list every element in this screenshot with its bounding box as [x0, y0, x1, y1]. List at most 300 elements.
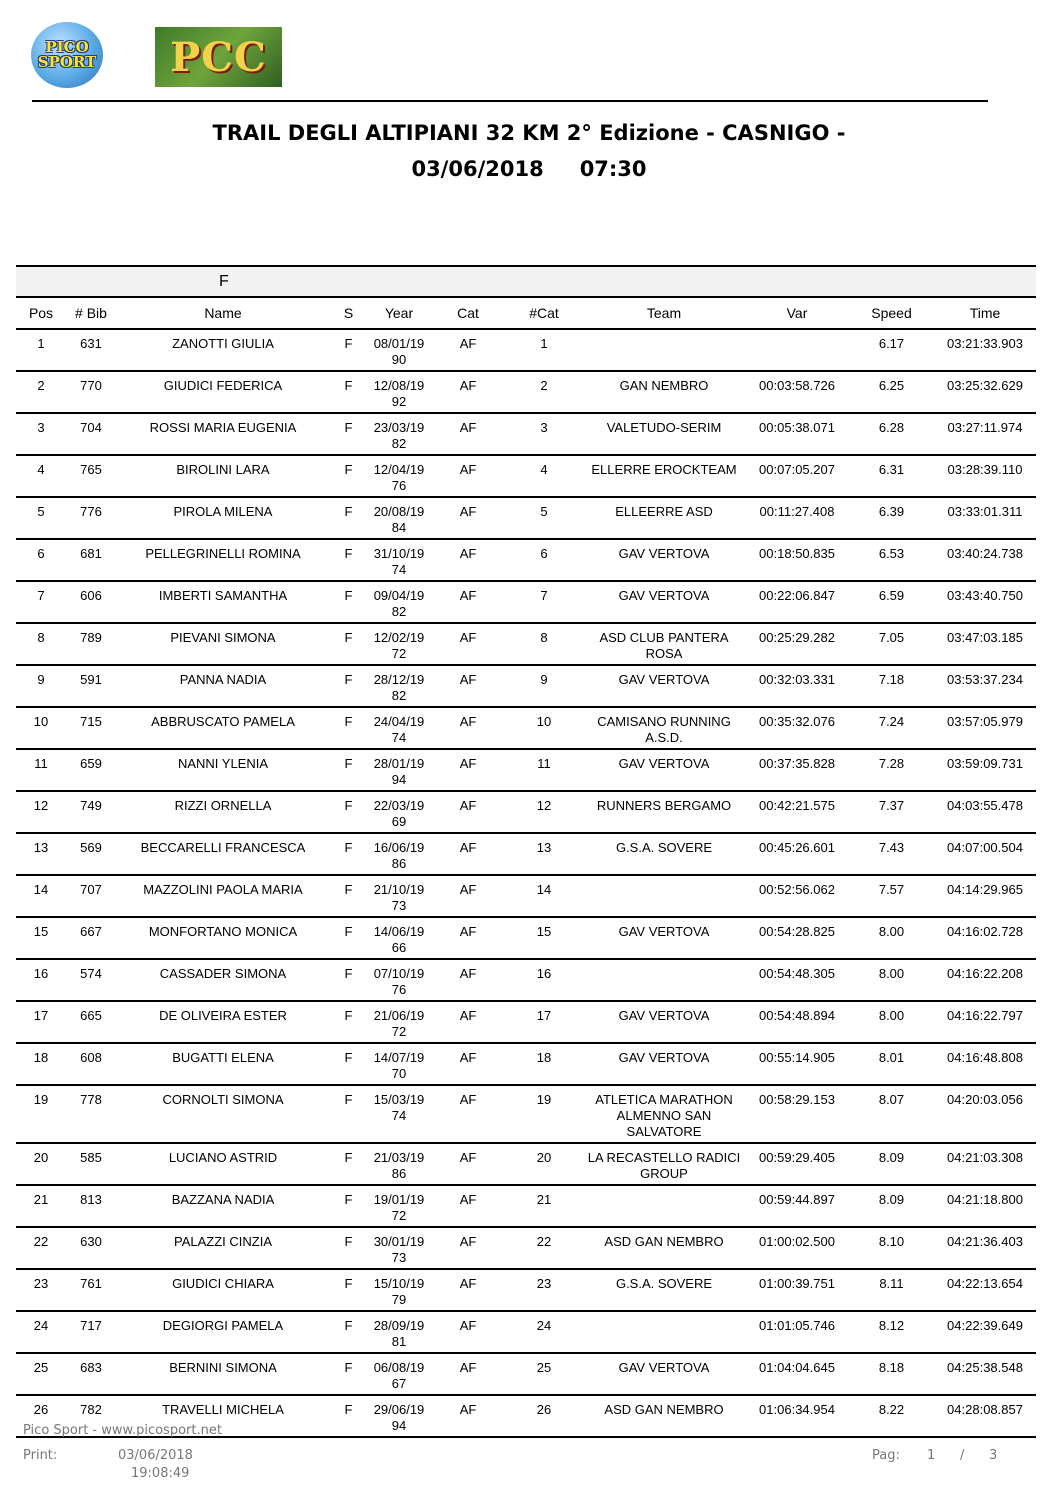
column-header-pos: Pos: [16, 297, 66, 329]
cell-year-suffix: 92: [391, 394, 407, 409]
cell-time: 04:21:03.308: [934, 1143, 1036, 1185]
column-header-year: Year: [367, 297, 431, 329]
cell-team: GAV VERTOVA: [583, 749, 745, 791]
cell-pos: 15: [16, 917, 66, 959]
cell-year: [367, 1043, 431, 1085]
cell-pos: 10: [16, 707, 66, 749]
cell-ncat: 7: [505, 581, 583, 623]
cell-cat: AF: [431, 1143, 505, 1185]
cell-year: [367, 1269, 431, 1311]
cell-time: 03:21:33.903: [934, 329, 1036, 371]
cell-cat: AF: [431, 1085, 505, 1143]
column-header-time: Time: [934, 297, 1036, 329]
column-header-team: Team: [583, 297, 745, 329]
cell-bib: 789: [66, 623, 116, 665]
cell-pos: 3: [16, 413, 66, 455]
cell-team: ELLERRE EROCKTEAM: [583, 455, 745, 497]
cell-year-suffix: 86: [391, 1166, 407, 1181]
cell-s: F: [330, 1185, 367, 1227]
cell-ncat: 24: [505, 1311, 583, 1353]
cell-cat: AF: [431, 959, 505, 1001]
table-row: [16, 791, 1036, 833]
cell-var: 00:07:05.207: [745, 455, 849, 497]
results-table: [16, 265, 1036, 1438]
cell-pos: 25: [16, 1353, 66, 1395]
cell-pos: 12: [16, 791, 66, 833]
cell-s: F: [330, 1143, 367, 1185]
cell-name: PELLEGRINELLI ROMINA: [116, 539, 330, 581]
cell-s: F: [330, 581, 367, 623]
cell-time: 04:28:08.857: [934, 1395, 1036, 1437]
cell-speed: 8.22: [849, 1395, 934, 1437]
cell-bib: 707: [66, 875, 116, 917]
cell-speed: 7.43: [849, 833, 934, 875]
cell-year-date: 24/04/19: [373, 714, 425, 729]
cell-ncat: 21: [505, 1185, 583, 1227]
cell-s: F: [330, 1085, 367, 1143]
cell-pos: 20: [16, 1143, 66, 1185]
cell-team: [583, 875, 745, 917]
cell-time: 04:07:00.504: [934, 833, 1036, 875]
cell-bib: 591: [66, 665, 116, 707]
cell-speed: 8.09: [849, 1185, 934, 1227]
table-row: [16, 455, 1036, 497]
cell-var: 01:00:02.500: [745, 1227, 849, 1269]
column-header-bib: # Bib: [66, 297, 116, 329]
cell-var: 00:54:48.305: [745, 959, 849, 1001]
cell-team: ELLEERRE ASD: [583, 497, 745, 539]
cell-name: RIZZI ORNELLA: [116, 791, 330, 833]
cell-name: PANNA NADIA: [116, 665, 330, 707]
cell-time: 03:53:37.234: [934, 665, 1036, 707]
footer-page-label: Pag:: [872, 1448, 900, 1463]
cell-name: NANNI YLENIA: [116, 749, 330, 791]
cell-bib: 630: [66, 1227, 116, 1269]
cell-year-date: 12/04/19: [373, 462, 425, 477]
table-row: [16, 1269, 1036, 1311]
cell-year: [367, 749, 431, 791]
cell-year-suffix: 94: [391, 1418, 407, 1433]
cell-name: IMBERTI SAMANTHA: [116, 581, 330, 623]
cell-year-date: 12/08/19: [373, 378, 425, 393]
table-row: [16, 1001, 1036, 1043]
cell-pos: 23: [16, 1269, 66, 1311]
logo-text-line1: PICO: [45, 38, 89, 56]
table-row: [16, 707, 1036, 749]
cell-time: 04:16:22.208: [934, 959, 1036, 1001]
table-row: [16, 413, 1036, 455]
cell-time: 03:28:39.110: [934, 455, 1036, 497]
cell-pos: 24: [16, 1311, 66, 1353]
cell-s: F: [330, 1043, 367, 1085]
cell-s: F: [330, 833, 367, 875]
cell-year-date: 15/03/19: [373, 1092, 425, 1107]
cell-var: 00:11:27.408: [745, 497, 849, 539]
cell-cat: AF: [431, 371, 505, 413]
cell-ncat: 5: [505, 497, 583, 539]
cell-name: TRAVELLI MICHELA: [116, 1395, 330, 1437]
cell-year-suffix: 72: [391, 646, 407, 661]
cell-year: [367, 707, 431, 749]
cell-team: GAV VERTOVA: [583, 539, 745, 581]
header-divider: [32, 100, 988, 102]
cell-ncat: 26: [505, 1395, 583, 1437]
cell-ncat: 10: [505, 707, 583, 749]
cell-ncat: 4: [505, 455, 583, 497]
cell-cat: AF: [431, 581, 505, 623]
cell-cat: AF: [431, 665, 505, 707]
pico-sport-logo: [31, 22, 103, 88]
cell-team: GAV VERTOVA: [583, 917, 745, 959]
cell-cat: AF: [431, 1311, 505, 1353]
cell-time: 04:22:13.654: [934, 1269, 1036, 1311]
cell-bib: 761: [66, 1269, 116, 1311]
cell-year-suffix: 84: [391, 520, 407, 535]
cell-year: [367, 1143, 431, 1185]
cell-s: F: [330, 539, 367, 581]
cell-year: [367, 623, 431, 665]
cell-team: GAV VERTOVA: [583, 1043, 745, 1085]
cell-team: GAV VERTOVA: [583, 1001, 745, 1043]
cell-year-date: 14/06/19: [373, 924, 425, 939]
cell-year-suffix: 81: [391, 1334, 407, 1349]
cell-var: 00:05:38.071: [745, 413, 849, 455]
table-row: [16, 1311, 1036, 1353]
cell-pos: 7: [16, 581, 66, 623]
gender-group-row: [16, 266, 1036, 297]
cell-s: F: [330, 1395, 367, 1437]
cell-ncat: 22: [505, 1227, 583, 1269]
cell-s: F: [330, 791, 367, 833]
cell-speed: 8.11: [849, 1269, 934, 1311]
cell-year-date: 28/09/19: [373, 1318, 425, 1333]
table-row: [16, 1043, 1036, 1085]
cell-year-date: 22/03/19: [373, 798, 425, 813]
cell-name: MONFORTANO MONICA: [116, 917, 330, 959]
cell-name: PIEVANI SIMONA: [116, 623, 330, 665]
cell-team: ATLETICA MARATHON ALMENNO SAN SALVATORE: [583, 1085, 745, 1143]
table-row: [16, 665, 1036, 707]
cell-name: GIUDICI FEDERICA: [116, 371, 330, 413]
cell-pos: 13: [16, 833, 66, 875]
footer-page-sep: /: [960, 1448, 965, 1463]
cell-team: ASD GAN NEMBRO: [583, 1227, 745, 1269]
cell-name: MAZZOLINI PAOLA MARIA: [116, 875, 330, 917]
cell-name: BIROLINI LARA: [116, 455, 330, 497]
column-header-speed: Speed: [849, 297, 934, 329]
cell-var: 00:52:56.062: [745, 875, 849, 917]
cell-year: [367, 1185, 431, 1227]
cell-time: 04:16:22.797: [934, 1001, 1036, 1043]
cell-s: F: [330, 707, 367, 749]
cell-ncat: 19: [505, 1085, 583, 1143]
cell-pos: 16: [16, 959, 66, 1001]
cell-year-date: 30/01/19: [373, 1234, 425, 1249]
cell-pos: 2: [16, 371, 66, 413]
cell-name: BUGATTI ELENA: [116, 1043, 330, 1085]
cell-var: 01:00:39.751: [745, 1269, 849, 1311]
cell-pos: 21: [16, 1185, 66, 1227]
cell-speed: 6.53: [849, 539, 934, 581]
cell-var: 00:54:48.894: [745, 1001, 849, 1043]
cell-s: F: [330, 413, 367, 455]
cell-bib: 585: [66, 1143, 116, 1185]
cell-time: 03:25:32.629: [934, 371, 1036, 413]
event-date: 03/06/2018: [411, 157, 544, 181]
cell-year: [367, 791, 431, 833]
table-row: [16, 581, 1036, 623]
footer-site: Pico Sport - www.picosport.net: [23, 1423, 222, 1438]
cell-team: GAN NEMBRO: [583, 371, 745, 413]
cell-name: GIUDICI CHIARA: [116, 1269, 330, 1311]
cell-var: 00:35:32.076: [745, 707, 849, 749]
cell-year: [367, 1085, 431, 1143]
cell-year: [367, 959, 431, 1001]
table-row: [16, 1227, 1036, 1269]
cell-bib: 704: [66, 413, 116, 455]
cell-name: ABBRUSCATO PAMELA: [116, 707, 330, 749]
footer-page-total: 3: [989, 1448, 998, 1463]
cell-speed: 6.39: [849, 497, 934, 539]
cell-s: F: [330, 959, 367, 1001]
pcc-logo-text: PCC: [170, 33, 267, 81]
table-row: [16, 959, 1036, 1001]
cell-bib: 665: [66, 1001, 116, 1043]
cell-s: F: [330, 1227, 367, 1269]
cell-cat: AF: [431, 1185, 505, 1227]
cell-cat: AF: [431, 1269, 505, 1311]
cell-year-suffix: 94: [391, 772, 407, 787]
cell-time: 04:16:48.808: [934, 1043, 1036, 1085]
cell-year: [367, 413, 431, 455]
cell-year-suffix: 70: [391, 1066, 407, 1081]
cell-s: F: [330, 1001, 367, 1043]
cell-cat: AF: [431, 455, 505, 497]
cell-speed: 6.17: [849, 329, 934, 371]
cell-ncat: 13: [505, 833, 583, 875]
cell-year-suffix: 74: [391, 730, 407, 745]
cell-bib: 569: [66, 833, 116, 875]
cell-time: 03:43:40.750: [934, 581, 1036, 623]
cell-year-suffix: 73: [391, 898, 407, 913]
footer-print-time: 19:08:49: [131, 1466, 190, 1481]
cell-year-suffix: 72: [391, 1208, 407, 1223]
cell-ncat: 11: [505, 749, 583, 791]
cell-year-date: 21/03/19: [373, 1150, 425, 1165]
cell-s: F: [330, 329, 367, 371]
column-header-row: [16, 297, 1036, 329]
cell-cat: AF: [431, 749, 505, 791]
cell-s: F: [330, 455, 367, 497]
cell-year-suffix: 82: [391, 436, 407, 451]
cell-speed: 6.31: [849, 455, 934, 497]
cell-year-suffix: 74: [391, 1108, 407, 1123]
cell-name: DEGIORGI PAMELA: [116, 1311, 330, 1353]
cell-team: RUNNERS BERGAMO: [583, 791, 745, 833]
cell-cat: AF: [431, 1227, 505, 1269]
table-row: [16, 749, 1036, 791]
cell-bib: 715: [66, 707, 116, 749]
cell-bib: 782: [66, 1395, 116, 1437]
cell-time: 04:22:39.649: [934, 1311, 1036, 1353]
cell-time: 04:14:29.965: [934, 875, 1036, 917]
cell-s: F: [330, 623, 367, 665]
cell-ncat: 2: [505, 371, 583, 413]
cell-team: G.S.A. SOVERE: [583, 833, 745, 875]
cell-ncat: 3: [505, 413, 583, 455]
cell-cat: AF: [431, 413, 505, 455]
cell-s: F: [330, 1311, 367, 1353]
logo-text-line2: SPORT: [37, 53, 97, 71]
cell-team: [583, 1311, 745, 1353]
column-header-name: Name: [116, 297, 330, 329]
cell-year-date: 08/01/19: [373, 336, 425, 351]
cell-bib: 667: [66, 917, 116, 959]
cell-bib: 765: [66, 455, 116, 497]
cell-year-date: 15/10/19: [373, 1276, 425, 1291]
table-row: [16, 623, 1036, 665]
cell-year-date: 21/06/19: [373, 1008, 425, 1023]
cell-speed: 6.25: [849, 371, 934, 413]
event-title: TRAIL DEGLI ALTIPIANI 32 KM 2° Edizione - CASNIGO -: [212, 121, 846, 145]
cell-bib: 574: [66, 959, 116, 1001]
cell-var: 00:22:06.847: [745, 581, 849, 623]
cell-ncat: 16: [505, 959, 583, 1001]
column-header-cat: Cat: [431, 297, 505, 329]
cell-var: 00:59:29.405: [745, 1143, 849, 1185]
cell-var: 00:25:29.282: [745, 623, 849, 665]
cell-year-date: 16/06/19: [373, 840, 425, 855]
cell-pos: 6: [16, 539, 66, 581]
cell-year: [367, 371, 431, 413]
cell-year-date: 28/12/19: [373, 672, 425, 687]
cell-year-suffix: 90: [391, 352, 407, 367]
cell-var: 00:59:44.897: [745, 1185, 849, 1227]
cell-year: [367, 455, 431, 497]
cell-pos: 8: [16, 623, 66, 665]
cell-team: GAV VERTOVA: [583, 1353, 745, 1395]
cell-pos: 18: [16, 1043, 66, 1085]
cell-team: LA RECASTELLO RADICI GROUP: [583, 1143, 745, 1185]
cell-year-suffix: 82: [391, 604, 407, 619]
cell-speed: 8.00: [849, 917, 934, 959]
cell-ncat: 23: [505, 1269, 583, 1311]
cell-time: 03:47:03.185: [934, 623, 1036, 665]
cell-speed: 8.12: [849, 1311, 934, 1353]
table-row: [16, 917, 1036, 959]
cell-team: G.S.A. SOVERE: [583, 1269, 745, 1311]
column-header-s: S: [330, 297, 367, 329]
cell-pos: 19: [16, 1085, 66, 1143]
cell-cat: AF: [431, 623, 505, 665]
cell-var: 01:06:34.954: [745, 1395, 849, 1437]
table-row: [16, 1085, 1036, 1143]
table-row: [16, 497, 1036, 539]
cell-speed: 6.59: [849, 581, 934, 623]
cell-year: [367, 329, 431, 371]
cell-bib: 681: [66, 539, 116, 581]
cell-ncat: 8: [505, 623, 583, 665]
cell-cat: AF: [431, 1001, 505, 1043]
cell-var: 00:42:21.575: [745, 791, 849, 833]
cell-name: BECCARELLI FRANCESCA: [116, 833, 330, 875]
cell-year-date: 12/02/19: [373, 630, 425, 645]
cell-pos: 9: [16, 665, 66, 707]
cell-year-suffix: 79: [391, 1292, 407, 1307]
cell-name: BAZZANA NADIA: [116, 1185, 330, 1227]
cell-year: [367, 917, 431, 959]
cell-cat: AF: [431, 497, 505, 539]
event-time: 07:30: [579, 157, 647, 181]
cell-var: 01:04:04.645: [745, 1353, 849, 1395]
table-row: [16, 539, 1036, 581]
cell-bib: 631: [66, 329, 116, 371]
cell-ncat: 1: [505, 329, 583, 371]
cell-year-suffix: 69: [391, 814, 407, 829]
cell-s: F: [330, 1353, 367, 1395]
table-row: [16, 1185, 1036, 1227]
cell-year-suffix: 76: [391, 982, 407, 997]
cell-ncat: 20: [505, 1143, 583, 1185]
cell-cat: AF: [431, 833, 505, 875]
cell-speed: 7.24: [849, 707, 934, 749]
table-row: [16, 329, 1036, 371]
cell-team: [583, 959, 745, 1001]
cell-year-date: 07/10/19: [373, 966, 425, 981]
cell-year-date: 29/06/19: [373, 1402, 425, 1417]
cell-year: [367, 539, 431, 581]
footer-print-label: Print:: [23, 1448, 58, 1463]
cell-speed: 7.28: [849, 749, 934, 791]
cell-name: PIROLA MILENA: [116, 497, 330, 539]
cell-year-suffix: 74: [391, 562, 407, 577]
cell-s: F: [330, 749, 367, 791]
cell-bib: 659: [66, 749, 116, 791]
cell-year: [367, 1353, 431, 1395]
cell-var: 00:55:14.905: [745, 1043, 849, 1085]
cell-var: 00:45:26.601: [745, 833, 849, 875]
cell-bib: 778: [66, 1085, 116, 1143]
cell-team: CAMISANO RUNNING A.S.D.: [583, 707, 745, 749]
cell-speed: 8.00: [849, 959, 934, 1001]
cell-s: F: [330, 875, 367, 917]
cell-speed: 8.10: [849, 1227, 934, 1269]
cell-speed: 7.37: [849, 791, 934, 833]
cell-year-date: 06/08/19: [373, 1360, 425, 1375]
cell-s: F: [330, 1269, 367, 1311]
cell-cat: AF: [431, 539, 505, 581]
cell-year-suffix: 82: [391, 688, 407, 703]
pcc-logo: [155, 27, 282, 87]
cell-team: VALETUDO-SERIM: [583, 413, 745, 455]
cell-time: 04:16:02.728: [934, 917, 1036, 959]
cell-cat: AF: [431, 917, 505, 959]
cell-year: [367, 875, 431, 917]
table-row: [16, 1143, 1036, 1185]
cell-speed: 7.18: [849, 665, 934, 707]
column-header-var: Var: [745, 297, 849, 329]
cell-team: GAV VERTOVA: [583, 581, 745, 623]
cell-speed: 8.18: [849, 1353, 934, 1395]
cell-name: CASSADER SIMONA: [116, 959, 330, 1001]
cell-time: 04:25:38.548: [934, 1353, 1036, 1395]
cell-ncat: 15: [505, 917, 583, 959]
cell-cat: AF: [431, 1353, 505, 1395]
cell-year-date: 21/10/19: [373, 882, 425, 897]
cell-pos: 5: [16, 497, 66, 539]
gender-group-label: F: [16, 266, 1036, 297]
cell-year-suffix: 86: [391, 856, 407, 871]
